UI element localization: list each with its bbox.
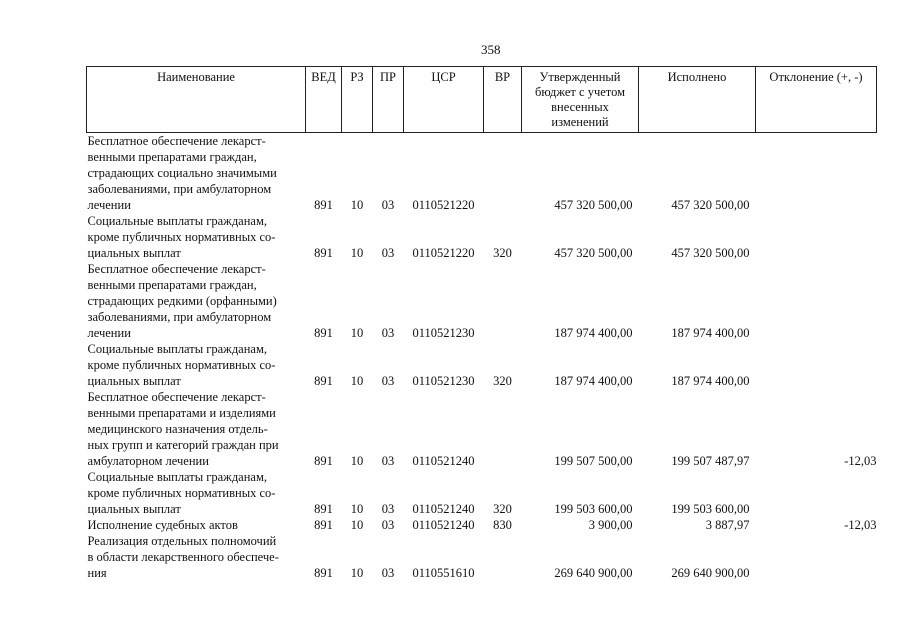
cell-rz: 10 bbox=[350, 326, 364, 340]
table-body bbox=[87, 133, 877, 582]
column-header-ved: ВЕД bbox=[306, 67, 342, 133]
cell-deviation: -12,03 bbox=[844, 454, 877, 468]
cell-name: Реализация отдельных полномочий в области лекарственного обеспече- ния bbox=[87, 534, 279, 580]
cell-approved: 3 900,00 bbox=[588, 518, 633, 532]
cell-executed: 199 503 600,00 bbox=[671, 502, 750, 516]
cell-ved: 891 bbox=[314, 566, 333, 580]
column-header-vr: ВР bbox=[484, 67, 522, 133]
column-header-deviation: Отклонение (+, -) bbox=[756, 67, 877, 133]
cell-approved: 199 507 500,00 bbox=[554, 454, 633, 468]
cell-executed: 457 320 500,00 bbox=[671, 246, 750, 260]
cell-vr bbox=[484, 389, 522, 469]
budget-table bbox=[86, 66, 877, 581]
cell-csr: 0110521230 bbox=[412, 326, 475, 340]
cell-rz: 10 bbox=[350, 518, 364, 532]
cell-vr: 320 bbox=[493, 502, 512, 516]
table-row bbox=[87, 213, 877, 261]
cell-rz: 10 bbox=[350, 566, 364, 580]
cell-csr: 0110521220 bbox=[412, 198, 475, 212]
cell-vr: 320 bbox=[493, 246, 512, 260]
cell-executed: 3 887,97 bbox=[705, 518, 750, 532]
cell-name: Бесплатное обеспечение лекарст- венными препаратами граждан, страдающих редкими (орфанными) заболеваниями, при амбулаторном лечении bbox=[87, 262, 277, 340]
cell-deviation bbox=[756, 133, 877, 214]
column-header-csr: ЦСР bbox=[404, 67, 484, 133]
cell-approved: 187 974 400,00 bbox=[554, 326, 633, 340]
budget-table-container bbox=[86, 66, 876, 581]
cell-vr bbox=[484, 133, 522, 214]
cell-deviation bbox=[756, 261, 877, 341]
table-row bbox=[87, 469, 877, 517]
cell-ved: 891 bbox=[314, 454, 333, 468]
cell-name: Бесплатное обеспечение лекарст- венными препаратами и изделиями медицинского назначения отдель- ных групп и категорий граждан при амбулаторном лечении bbox=[87, 390, 279, 468]
column-header-approved: Утвержденный бюджет с учетом внесенных изменений bbox=[522, 67, 639, 133]
cell-deviation bbox=[756, 533, 877, 581]
table-row bbox=[87, 341, 877, 389]
cell-rz: 10 bbox=[350, 246, 364, 260]
cell-csr: 0110521230 bbox=[412, 374, 475, 388]
cell-ved: 891 bbox=[314, 246, 333, 260]
column-header-pr: ПР bbox=[373, 67, 404, 133]
cell-rz: 10 bbox=[350, 454, 364, 468]
cell-deviation: -12,03 bbox=[844, 518, 877, 532]
table-header-row bbox=[87, 67, 877, 133]
cell-name: Социальные выплаты гражданам, кроме публичных нормативных со- циальных выплат bbox=[87, 342, 276, 388]
cell-executed: 457 320 500,00 bbox=[671, 198, 750, 212]
column-header-rz: РЗ bbox=[342, 67, 373, 133]
cell-deviation bbox=[756, 213, 877, 261]
cell-csr: 0110521240 bbox=[412, 502, 475, 516]
cell-pr: 03 bbox=[381, 518, 395, 532]
cell-pr: 03 bbox=[381, 502, 395, 516]
cell-executed: 187 974 400,00 bbox=[671, 374, 750, 388]
cell-approved: 269 640 900,00 bbox=[554, 566, 633, 580]
cell-csr: 0110521220 bbox=[412, 246, 475, 260]
column-header-executed: Исполнено bbox=[639, 67, 756, 133]
table-row bbox=[87, 389, 877, 469]
cell-csr: 0110521240 bbox=[412, 454, 475, 468]
cell-pr: 03 bbox=[381, 374, 395, 388]
cell-approved: 457 320 500,00 bbox=[554, 246, 633, 260]
cell-rz: 10 bbox=[350, 502, 364, 516]
cell-csr: 0110521240 bbox=[412, 518, 475, 532]
cell-name: Бесплатное обеспечение лекарст- венными препаратами граждан, страдающих социально значимыми заболеваниями, при амбулаторном лечении bbox=[87, 134, 277, 212]
cell-approved: 457 320 500,00 bbox=[554, 198, 633, 212]
table-row bbox=[87, 261, 877, 341]
table-row bbox=[87, 533, 877, 581]
cell-name: Социальные выплаты гражданам, кроме публичных нормативных со- циальных выплат bbox=[87, 470, 276, 516]
cell-vr: 320 bbox=[493, 374, 512, 388]
cell-pr: 03 bbox=[381, 566, 395, 580]
cell-vr bbox=[484, 261, 522, 341]
page-number: 358 bbox=[481, 42, 501, 57]
cell-vr: 830 bbox=[493, 518, 512, 532]
table-row bbox=[87, 133, 877, 214]
cell-executed: 269 640 900,00 bbox=[671, 566, 750, 580]
column-header-name: Наименование bbox=[87, 67, 306, 133]
cell-ved: 891 bbox=[314, 198, 333, 212]
cell-name: Исполнение судебных актов bbox=[87, 518, 238, 532]
cell-ved: 891 bbox=[314, 518, 333, 532]
cell-name: Социальные выплаты гражданам, кроме публичных нормативных со- циальных выплат bbox=[87, 214, 276, 260]
cell-ved: 891 bbox=[314, 374, 333, 388]
cell-deviation bbox=[756, 469, 877, 517]
cell-executed: 187 974 400,00 bbox=[671, 326, 750, 340]
cell-pr: 03 bbox=[381, 198, 395, 212]
cell-ved: 891 bbox=[314, 326, 333, 340]
cell-deviation bbox=[756, 341, 877, 389]
cell-executed: 199 507 487,97 bbox=[671, 454, 750, 468]
cell-pr: 03 bbox=[381, 454, 395, 468]
cell-ved: 891 bbox=[314, 502, 333, 516]
cell-approved: 187 974 400,00 bbox=[554, 374, 633, 388]
cell-pr: 03 bbox=[381, 326, 395, 340]
cell-vr bbox=[484, 533, 522, 581]
cell-rz: 10 bbox=[350, 198, 364, 212]
cell-rz: 10 bbox=[350, 374, 364, 388]
cell-pr: 03 bbox=[381, 246, 395, 260]
table-row bbox=[87, 517, 877, 533]
cell-csr: 0110551610 bbox=[412, 566, 475, 580]
cell-approved: 199 503 600,00 bbox=[554, 502, 633, 516]
